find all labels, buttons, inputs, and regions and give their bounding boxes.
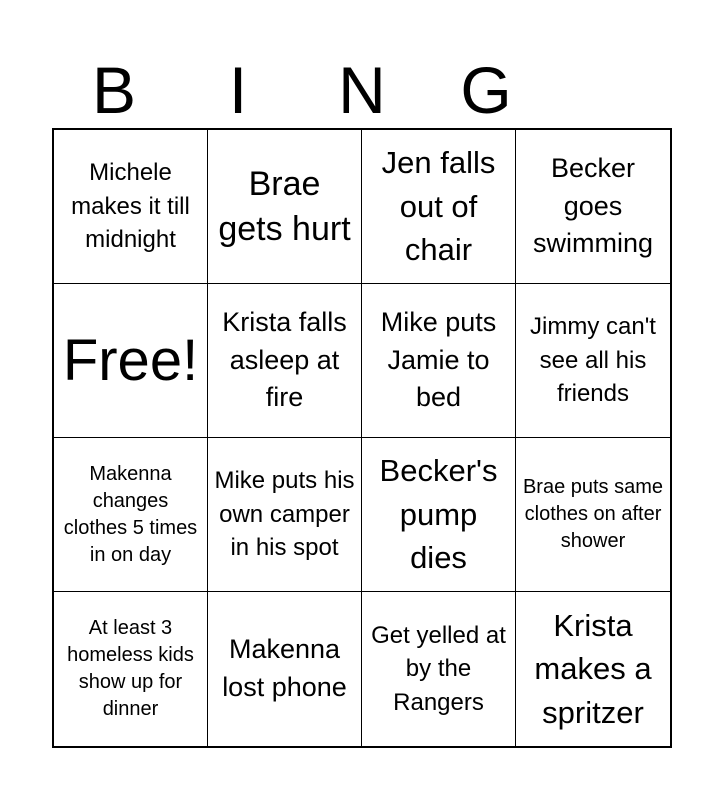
cell-text: Michele makes it till midnight [71, 159, 190, 254]
free-space[interactable] [54, 284, 208, 438]
cell-text: Krista falls asleep at fire [222, 306, 347, 413]
cell-text: Mike puts Jamie to bed [380, 306, 497, 413]
bingo-cell[interactable] [54, 130, 208, 284]
bingo-cell[interactable] [516, 130, 670, 284]
bingo-cell[interactable] [208, 438, 362, 592]
bingo-cell[interactable] [362, 592, 516, 746]
cell-text: Get yelled at by the Rangers [371, 621, 506, 716]
cell-text: Becker goes swimming [532, 152, 653, 259]
header-letter-b: B [91, 53, 137, 127]
cell-text: Mike puts his own camper in his spot [214, 467, 355, 562]
cell-text: Krista makes a spritzer [534, 607, 652, 730]
cell-text: Makenna changes clothes 5 times in on day [63, 462, 198, 566]
bingo-board [52, 128, 672, 748]
header-letter-i: I [228, 53, 248, 127]
bingo-cell[interactable] [516, 284, 670, 438]
bingo-cell[interactable] [208, 592, 362, 746]
bingo-cell[interactable] [208, 130, 362, 284]
cell-text: Free! [62, 327, 199, 393]
bingo-cell[interactable] [516, 592, 670, 746]
bingo-cell[interactable] [54, 592, 208, 746]
cell-text: Becker's pump dies [379, 453, 498, 576]
header-letter-n: N [338, 53, 386, 127]
cell-text: Jimmy can't see all his friends [530, 313, 656, 408]
bingo-cell[interactable] [516, 438, 670, 592]
header-letter-g: G [460, 53, 512, 127]
bingo-cell[interactable] [362, 130, 516, 284]
bingo-cell[interactable] [208, 284, 362, 438]
bingo-cell[interactable] [362, 284, 516, 438]
cell-text: Brae gets hurt [218, 165, 351, 248]
bingo-header [52, 52, 672, 128]
cell-text: Brae puts same clothes on after shower [522, 476, 664, 552]
cell-text: Jen falls out of chair [381, 145, 496, 268]
cell-text: At least 3 homeless kids show up for dinner [67, 617, 194, 720]
bingo-cell[interactable] [362, 438, 516, 592]
bingo-cell[interactable] [54, 438, 208, 592]
cell-text: Makenna lost phone [222, 634, 347, 702]
